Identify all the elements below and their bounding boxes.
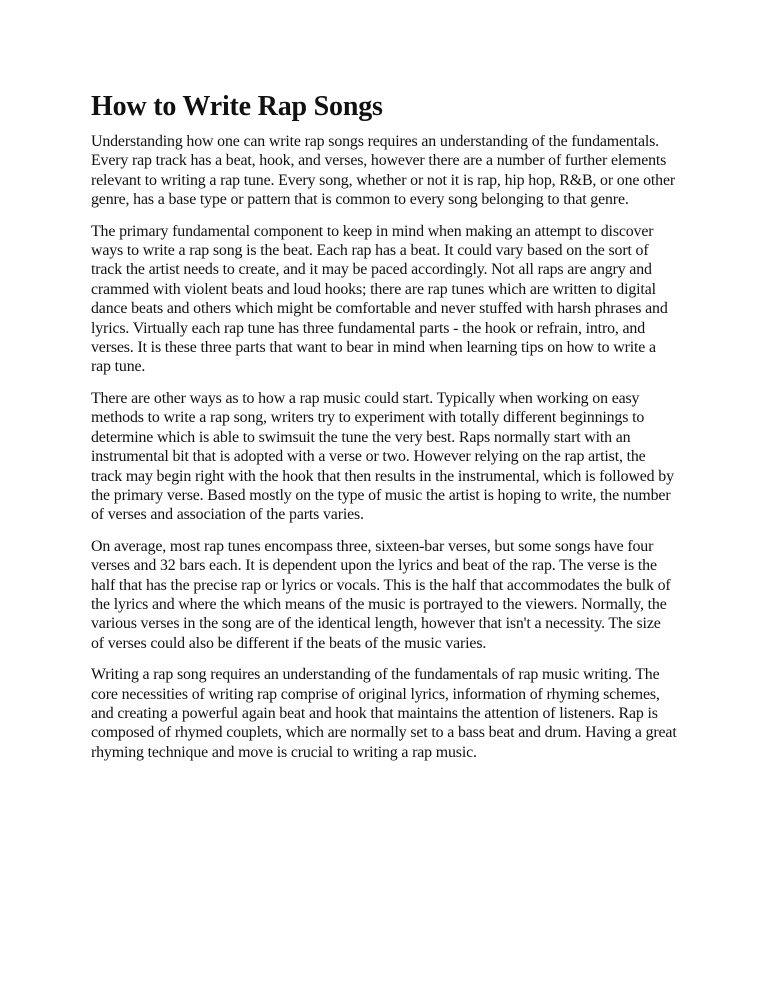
document-body [91, 90, 677, 774]
paragraph-5: Writing a rap song requires an understanding of the fundamentals of rap music writing. The core necessities of writing rap comprise of original lyrics, information of rhyming schemes, and creating a powerful again beat and hook that maintains the attention of listeners. Rap is composed of rhymed couplets, which are normally set to a bass beat and drum. Having a great rhyming technique and move is crucial to writing a rap music. [91, 666, 677, 761]
paragraph-1: Understanding how one can write rap songs requires an understanding of the fundamentals. Every rap track has a beat, hook, and verses, however there are a number of further elements relevant to writing a rap tune. Every song, whether or not it is rap, hip hop, R&B, or one other genre, has a base type or pattern that is common to every song belonging to that genre. [91, 133, 676, 209]
paragraph-3: There are other ways as to how a rap music could start. Typically when working on easy methods to write a rap song, writers try to experiment with totally different beginnings to determine which is able to swimsuit the tune the very best. Raps normally start with an instrumental bit that is adopted with a verse or two. However relying on the rap artist, the track may begin right with the hook that then results in the instrumental, which is followed by the primary verse. Based mostly on the type of music the artist is hoping to write, the number of verses and association of the parts varies. [91, 389, 674, 524]
paragraph-2: The primary fundamental component to keep in mind when making an attempt to discover ways to write a rap song is the beat. Each rap has a beat. It could vary based on the sort of track the artist needs to create, and it may be paced accordingly. Not all raps are angry and crammed with violent beats and loud hooks; there are rap tunes which are written to digital dance beats and others which might be comfortable and never stuffed with harsh phrases and lyrics. Virtually each rap tune has three fundamental parts - the hook or refrain, intro, and verses. It is these three parts that want to bear in mind when learning tips on how to write a rap tune. [91, 222, 668, 376]
paragraph-4: On average, most rap tunes encompass three, sixteen-bar verses, but some songs have four verses and 32 bars each. It is dependent upon the lyrics and beat of the rap. The verse is the half that has the precise rap or lyrics or vocals. This is the half that accommodates the bulk of the lyrics and where the which means of the music is portrayed to the viewers. Normally, the various verses in the song are of the identical length, however that isn't a necessity. The size of verses could also be different if the beats of the music varies. [91, 537, 671, 652]
document-title: How to Write Rap Songs [91, 91, 383, 122]
